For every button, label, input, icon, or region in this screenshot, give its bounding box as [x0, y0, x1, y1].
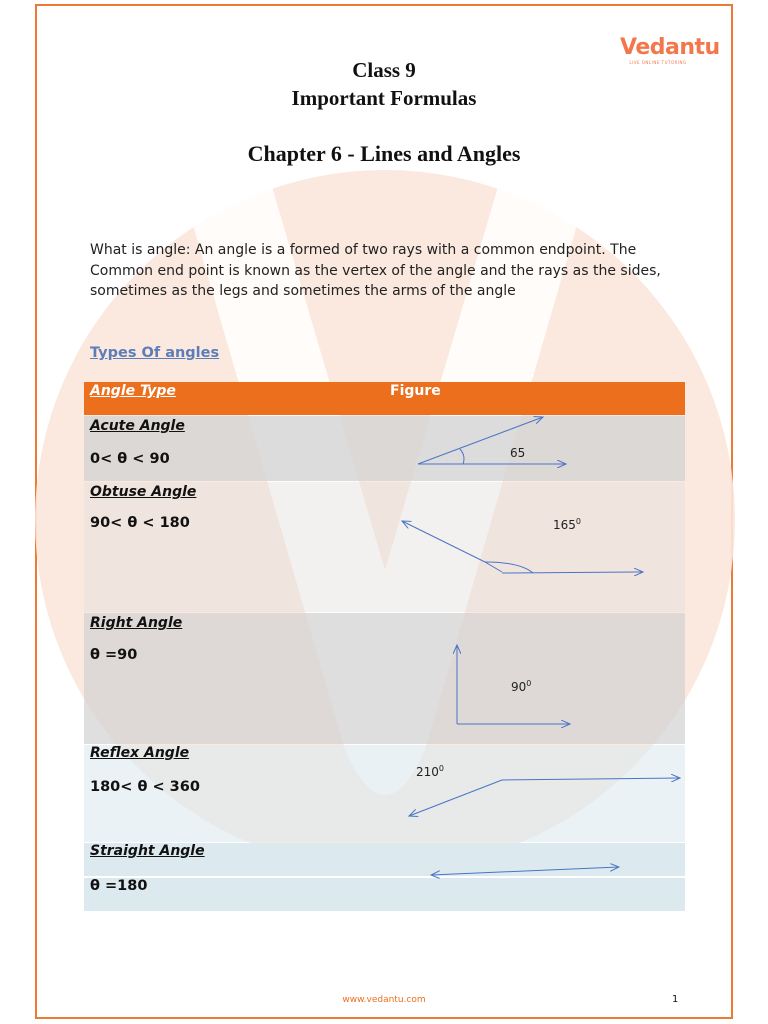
page-number: 1: [672, 994, 679, 1005]
row-name: Obtuse Angle: [90, 484, 197, 500]
row-formula: 0< θ < 90: [90, 451, 170, 467]
row-name: Reflex Angle: [90, 745, 190, 761]
col-header-figure: Figure: [390, 383, 441, 399]
angle-definition: [90, 240, 680, 302]
row-formula: 180< θ < 360: [90, 779, 200, 795]
intro-line: Common end point is known as the vertex of the angle and the rays as the sides,: [90, 262, 661, 279]
class-title: Class 9: [352, 58, 416, 82]
row-name: Straight Angle: [90, 843, 205, 859]
row-formula: θ =90: [90, 647, 138, 663]
intro-line: What is angle: An angle is a formed of two rays with a common endpoint. The: [90, 242, 637, 258]
subtitle: Important Formulas: [291, 86, 477, 110]
row-name: Acute Angle: [90, 418, 185, 434]
logo-tagline: LIVE ONLINE TUTORING: [629, 60, 687, 65]
table-row-reflex: [84, 745, 685, 842]
row-name: Right Angle: [90, 615, 183, 631]
table-header: [84, 382, 685, 415]
obtuse-angle-label: $165^0$: [553, 517, 581, 532]
footer-url[interactable]: www.vedantu.com: [342, 995, 426, 1005]
intro-line: sometimes as the legs and sometimes the arms of the angle: [90, 283, 516, 299]
row-formula: 90< θ < 180: [90, 515, 190, 531]
acute-angle-label: 65: [510, 446, 526, 460]
reflex-angle-label: $210^0$: [416, 764, 444, 779]
table-row-straight-formula: [84, 878, 685, 911]
col-header-angle-type: Angle Type: [90, 383, 176, 399]
table-row-obtuse: [84, 482, 685, 612]
table-row-right: [84, 613, 685, 744]
row-formula: θ =180: [90, 878, 148, 894]
right-angle-label: $90^0$: [511, 679, 532, 694]
chapter-title: Chapter 6 - Lines and Angles: [247, 141, 521, 166]
logo-wordmark: Vedantu: [620, 35, 720, 60]
table-row-acute: [84, 416, 685, 481]
table-row-straight: [84, 843, 685, 876]
types-of-angles-heading: Types Of angles: [90, 345, 220, 361]
